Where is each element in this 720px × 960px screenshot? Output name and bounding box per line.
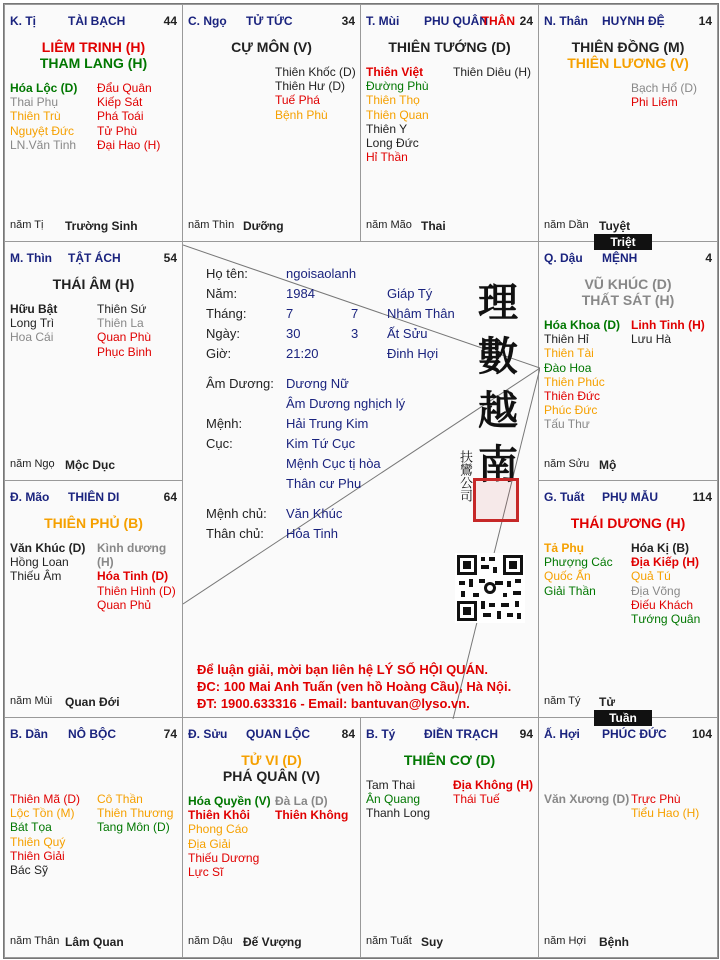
minor-star: Thiên Hỉ (544, 332, 589, 347)
minor-star: Long Đức (366, 136, 419, 151)
palace-header (188, 14, 355, 30)
minor-star: Thiên Khôi (188, 808, 250, 823)
major-star: THÁI DƯƠNG (H) (570, 515, 686, 531)
minor-star: Tướng Quân (631, 612, 701, 627)
major-star: LIÊM TRINH (H) (41, 39, 146, 55)
minor-star: Phúc Đức (544, 403, 598, 418)
palace-branch: G. Tuất (544, 490, 585, 504)
info-thanchu-value: Hỏa Tinh (286, 526, 339, 541)
palace-header (10, 727, 177, 743)
minor-star: Văn Khúc (D) (10, 541, 86, 555)
minor-star: Thiên Y (366, 121, 408, 136)
palace-footer (544, 458, 712, 472)
minor-star: Bát Tọa (10, 820, 52, 835)
info-label: Thân chủ: (206, 526, 264, 541)
tuan-tag: Tuần (594, 710, 652, 726)
palace-year-label: năm Dậu (188, 935, 233, 947)
minor-star: Thiếu Âm (10, 569, 62, 584)
major-star: THIÊN ĐỒNG (M) (571, 39, 685, 55)
palace-branch: Ấ. Hợi (544, 727, 580, 741)
palace-branch: T. Mùi (366, 14, 400, 28)
triet-tag: Triệt (594, 234, 652, 250)
info-menhchu-value: Văn Khúc (286, 506, 343, 521)
minor-star: Tấu Thư (544, 417, 590, 432)
calligraphy-char: 越 (478, 387, 518, 434)
than-marker: THÂN (481, 14, 515, 28)
minor-star: Long Trì (10, 316, 55, 331)
palace-branch: B. Dần (10, 727, 49, 741)
palace-age: 34 (341, 14, 355, 28)
minor-star: Hóa Quyền (V) (188, 794, 271, 808)
palace-dau (538, 241, 718, 481)
info-label: Cục: (206, 436, 233, 451)
palace-year-label: năm Tý (544, 695, 581, 707)
major-star: THÁI ÂM (H) (52, 276, 135, 292)
major-star: VŨ KHÚC (D) (584, 276, 672, 292)
info-day-canchi: Ất Sửu (387, 326, 428, 341)
minor-star: Hóa Tinh (D) (97, 569, 169, 584)
palace-branch: Q. Dậu (544, 251, 583, 265)
palace-footer (544, 695, 712, 709)
minor-star: Hoa Cái (10, 330, 54, 345)
minor-star: Địa Võng (631, 583, 681, 598)
minor-star: Phong Cáo (188, 822, 249, 837)
minor-stars-right (97, 302, 152, 359)
minor-star: Giải Thần (544, 583, 596, 598)
palace-thin (4, 241, 183, 481)
palace-mui (360, 4, 539, 242)
palace-age: 14 (698, 14, 712, 28)
palace-age: 114 (692, 490, 712, 504)
minor-star: Thiên Mã (D) (10, 792, 81, 806)
minor-stars-left (544, 541, 613, 598)
palace-stage: Trường Sinh (65, 219, 138, 233)
info-menh-value: Hải Trung Kim (286, 416, 369, 431)
contact-line-1: Để luận giải, mời bạn liên hệ LÝ SỐ HỘI QUÁN. (197, 662, 488, 677)
palace-header (544, 490, 712, 506)
palace-ngo (182, 4, 361, 242)
palace-than (538, 4, 718, 242)
minor-star: Trực Phù (631, 792, 681, 806)
minor-star: Thiên Hư (D) (275, 79, 346, 94)
palace-header (544, 251, 712, 267)
palace-year-label: năm Mão (366, 219, 412, 231)
palace-footer (544, 219, 712, 233)
palace-year-label: năm Tị (10, 219, 44, 231)
minor-stars-right (631, 541, 700, 626)
palace-age: 64 (163, 490, 177, 504)
minor-star: Thiên Đức (544, 389, 601, 404)
info-cuc-note: Mệnh Cục tị hòa (286, 456, 381, 471)
info-month-lunar: 7 (351, 306, 359, 321)
palace-header (544, 727, 712, 743)
minor-star: Thiên Giải (10, 848, 65, 863)
minor-star: Thiên Trù (10, 109, 61, 124)
minor-star: Tả Phụ (544, 541, 585, 555)
palace-name: TỬ TỨC (246, 14, 293, 28)
palace-year-label: năm Sửu (544, 458, 590, 470)
palace-header (10, 251, 177, 267)
minor-star: Đào Hoa (544, 360, 592, 375)
minor-star: Tiểu Hao (H) (631, 806, 700, 821)
minor-star: LN.Văn Tinh (10, 137, 77, 152)
contact-line-2: ĐC: 100 Mai Anh Tuấn (ven hồ Hoàng Cầu), Hà Nội. (197, 679, 512, 694)
minor-star: Phá Toái (97, 109, 144, 124)
palace-branch: Đ. Sửu (188, 727, 228, 741)
palace-footer (366, 935, 533, 949)
info-day-lunar: 3 (351, 326, 359, 341)
minor-star: Địa Kiếp (H) (631, 555, 700, 570)
minor-star: Tuế Phá (275, 93, 320, 108)
minor-star: Thai Phụ (10, 95, 59, 110)
minor-star: Thiên Sứ (97, 302, 147, 316)
minor-stars-left (10, 541, 85, 584)
palace-name: PHÚC ĐỨC (602, 727, 667, 741)
minor-star: Thiên Phúc (544, 374, 605, 389)
minor-star: Bạch Hổ (D) (631, 81, 698, 95)
palace-stage: Dưỡng (243, 219, 284, 233)
major-star: CỰ MÔN (V) (231, 39, 312, 55)
info-day-solar: 30 (286, 326, 301, 341)
minor-stars-right (631, 318, 705, 346)
palace-name: NÔ BỘC (68, 727, 116, 741)
palace-name: ĐIỀN TRẠCH (424, 727, 498, 741)
palace-name: PHỤ MẪU (602, 490, 658, 504)
minor-star: Thiên Quan (366, 107, 429, 122)
palace-name: MỆNH (602, 251, 638, 265)
palace-stage: Thai (421, 219, 446, 233)
palace-footer (10, 935, 177, 949)
minor-star: Tang Môn (D) (97, 820, 170, 835)
palace-footer (10, 219, 177, 233)
palace-age: 84 (341, 727, 355, 741)
minor-star: Thiên Thương (97, 806, 174, 821)
palace-age: 54 (163, 251, 177, 265)
major-star: PHÁ QUÂN (V) (222, 768, 321, 784)
major-star: THAM LANG (H) (39, 55, 148, 71)
palace-stage: Mộ (599, 458, 617, 472)
minor-stars-right (97, 792, 173, 835)
major-star: THIÊN LƯƠNG (V) (567, 55, 689, 71)
minor-star: Đà La (D) (275, 794, 328, 808)
qr-code (455, 553, 525, 623)
info-year-canchi: Giáp Tý (387, 286, 433, 301)
info-hour-canchi: Đinh Hợi (387, 346, 439, 361)
minor-star: Đại Hao (H) (97, 137, 161, 152)
minor-stars-right (97, 541, 182, 612)
palace-footer (544, 935, 712, 949)
minor-star: Địa Không (H) (453, 778, 533, 792)
info-amduong-value: Dương Nữ (286, 376, 349, 391)
palace-name: PHU QUÂN (424, 14, 489, 28)
palace-branch: B. Tý (366, 727, 396, 741)
info-hour-value: 21:20 (286, 346, 319, 361)
info-than-cu: Thân cư Phu (286, 476, 362, 491)
contact-line-3: ĐT: 1900.633316 - Email: bantuvan@lyso.vn. (197, 696, 470, 711)
minor-star: Thiên Hình (D) (97, 583, 176, 598)
red-seal (473, 478, 519, 522)
palace-year-label: năm Thân (10, 935, 60, 947)
info-label: Mệnh: (206, 416, 243, 431)
minor-star: Hóa Lộc (D) (10, 81, 78, 95)
palace-header (544, 14, 712, 30)
minor-star: Bệnh Phù (275, 107, 328, 122)
minor-star: Quan Phù (97, 330, 152, 345)
minor-star: Ân Quang (366, 792, 421, 807)
minor-stars-left (544, 792, 629, 806)
palace-year-label: năm Ngọ (10, 458, 55, 470)
info-month-canchi: Nhâm Thân (387, 306, 455, 321)
minor-star: Thiên Diêu (H) (453, 65, 532, 79)
minor-star: Hóa Khoa (D) (544, 318, 620, 332)
palace-dan (4, 717, 183, 958)
minor-stars-left (544, 318, 620, 432)
palace-footer (366, 219, 533, 233)
major-star: TỬ VI (D) (241, 752, 302, 768)
palace-stage: Bệnh (599, 935, 629, 949)
palace-age: 94 (519, 727, 533, 741)
palace-branch: N. Thân (544, 14, 588, 28)
palace-year-label: năm Tuất (366, 935, 412, 947)
palace-age: 74 (163, 727, 177, 741)
major-star: THIÊN TƯỚNG (D) (388, 39, 511, 55)
palace-year-label: năm Mùi (10, 695, 53, 707)
minor-star: Thiên Không (275, 808, 349, 823)
minor-star: Kiếp Sát (97, 95, 143, 110)
minor-stars-right (97, 81, 160, 152)
palace-stage: Lâm Quan (65, 935, 124, 949)
info-month-solar: 7 (286, 306, 294, 321)
palace-hoi (538, 717, 718, 958)
minor-star: Thiên Việt (366, 65, 424, 79)
minor-star: Hồng Loan (10, 555, 69, 570)
info-label: Giờ: (206, 346, 232, 361)
minor-stars-right (631, 81, 697, 109)
minor-stars-left (10, 302, 57, 345)
palace-name: TẬT ÁCH (68, 251, 121, 265)
palace-stage: Tử (599, 695, 616, 709)
palace-header (188, 727, 355, 743)
minor-star: Bác Sỹ (10, 863, 49, 878)
calligraphy-char: 南 (478, 441, 518, 488)
info-thanchu-row (183, 526, 540, 542)
minor-star: Văn Xương (D) (544, 792, 630, 806)
minor-star: Tam Thai (366, 778, 416, 792)
minor-star: Hữu Bật (10, 302, 58, 316)
palace-header (366, 14, 533, 30)
palace-branch: K. Tị (10, 14, 36, 28)
seal-small-text (455, 450, 472, 508)
palace-header (10, 14, 177, 30)
minor-star: Thiên Thọ (366, 93, 420, 108)
minor-stars-right (275, 65, 356, 122)
major-star: THIÊN CƠ (D) (403, 752, 496, 768)
minor-star: Tử Phù (97, 123, 138, 138)
minor-star: Thiếu Dương (188, 850, 260, 865)
palace-year-label: năm Thìn (188, 219, 235, 231)
palace-footer (188, 219, 355, 233)
minor-star: Lưu Hà (631, 332, 672, 347)
major-star: THIÊN PHỦ (B) (44, 515, 143, 531)
info-label: Mệnh chủ: (206, 506, 267, 521)
info-label: Ngày: (206, 326, 240, 341)
info-label: Năm: (206, 286, 238, 301)
palace-branch: M. Thìn (10, 251, 52, 265)
minor-star: Cô Thần (97, 792, 143, 806)
calligraphy (473, 276, 523, 492)
minor-stars-right (275, 794, 348, 822)
info-name-value: ngoisaolanh (286, 266, 357, 281)
minor-star: Lộc Tồn (M) (10, 806, 75, 821)
palace-age: 24 (519, 14, 533, 28)
info-label: Tháng: (206, 306, 247, 321)
palace-age: 44 (163, 14, 177, 28)
minor-star: Thiên Khốc (D) (275, 65, 356, 79)
palace-year-label: năm Dần (544, 219, 589, 231)
minor-star: Phi Liêm (631, 95, 678, 110)
minor-star: Quả Tú (631, 569, 671, 584)
palace-header (10, 490, 177, 506)
palace-branch: C. Ngọ (188, 14, 227, 28)
minor-star: Lực Sĩ (188, 865, 224, 880)
minor-star: Đẩu Quân (97, 81, 152, 95)
major-star: THẤT SÁT (H) (581, 292, 675, 308)
minor-stars-left (188, 794, 271, 879)
minor-stars-left (366, 778, 430, 821)
palace-name: QUAN LỘC (246, 727, 310, 741)
minor-star: Thiên Quý (10, 834, 66, 849)
minor-star: Thiên Tài (544, 346, 594, 361)
minor-star: Điếu Khách (631, 597, 694, 612)
minor-stars-left (366, 65, 429, 164)
palace-stage: Suy (421, 935, 444, 949)
palace-age: 104 (691, 727, 712, 741)
minor-star: Địa Giải (188, 836, 231, 851)
palace-name: THIÊN DI (68, 490, 120, 504)
minor-stars-right (453, 778, 533, 806)
info-cuc-value: Kim Tứ Cục (286, 436, 356, 451)
palace-ty (4, 4, 183, 242)
minor-star: Quan Phủ (97, 597, 152, 612)
palace-footer (10, 458, 177, 472)
palace-ty2 (360, 717, 539, 958)
minor-star: Hóa Kị (B) (631, 541, 689, 555)
minor-star: Nguyệt Đức (10, 123, 75, 138)
minor-stars-left (10, 792, 80, 877)
palace-suu (182, 717, 361, 958)
palace-stage: Mộc Dục (65, 458, 116, 472)
minor-star: Phục Binh (97, 344, 152, 359)
info-label: Âm Dương: (206, 376, 274, 391)
palace-branch: Đ. Mão (10, 490, 50, 504)
palace-footer (10, 695, 177, 709)
palace-name: HUYNH ĐỆ (602, 14, 665, 28)
palace-stage: Quan Đới (65, 695, 120, 709)
minor-stars-left (10, 81, 77, 152)
minor-star: Linh Tinh (H) (631, 318, 705, 332)
palace-mao (4, 480, 183, 718)
minor-star: Kình dương (H) (97, 541, 167, 570)
minor-stars-right (453, 65, 531, 79)
minor-star: Thanh Long (366, 806, 431, 821)
palace-header (366, 727, 533, 743)
seal-text: 扶鸞公司 (457, 450, 472, 502)
minor-star: Đường Phù (366, 79, 429, 94)
center-panel (182, 241, 539, 718)
minor-star: Quốc Ấn (544, 569, 591, 584)
palace-age: 4 (705, 251, 712, 265)
palace-stage: Tuyệt (599, 219, 631, 233)
info-year-value: 1984 (286, 286, 315, 301)
info-label: Họ tên: (206, 266, 248, 281)
horoscope-chart (3, 3, 719, 959)
minor-stars-right (631, 792, 699, 820)
minor-star: Thiên La (97, 316, 144, 331)
info-amduong-note: Âm Dương nghịch lý (286, 396, 406, 411)
calligraphy-char: 數 (478, 333, 518, 380)
palace-tuat (538, 480, 718, 718)
calligraphy-char: 理 (478, 279, 518, 326)
minor-star: Phượng Các (544, 555, 613, 570)
palace-name: TÀI BẠCH (68, 14, 126, 28)
palace-stage: Đế Vượng (243, 935, 302, 949)
palace-year-label: năm Hợi (544, 935, 587, 947)
palace-footer (188, 935, 355, 949)
minor-star: Hỉ Thần (366, 150, 408, 165)
minor-star: Thái Tuế (453, 792, 500, 807)
